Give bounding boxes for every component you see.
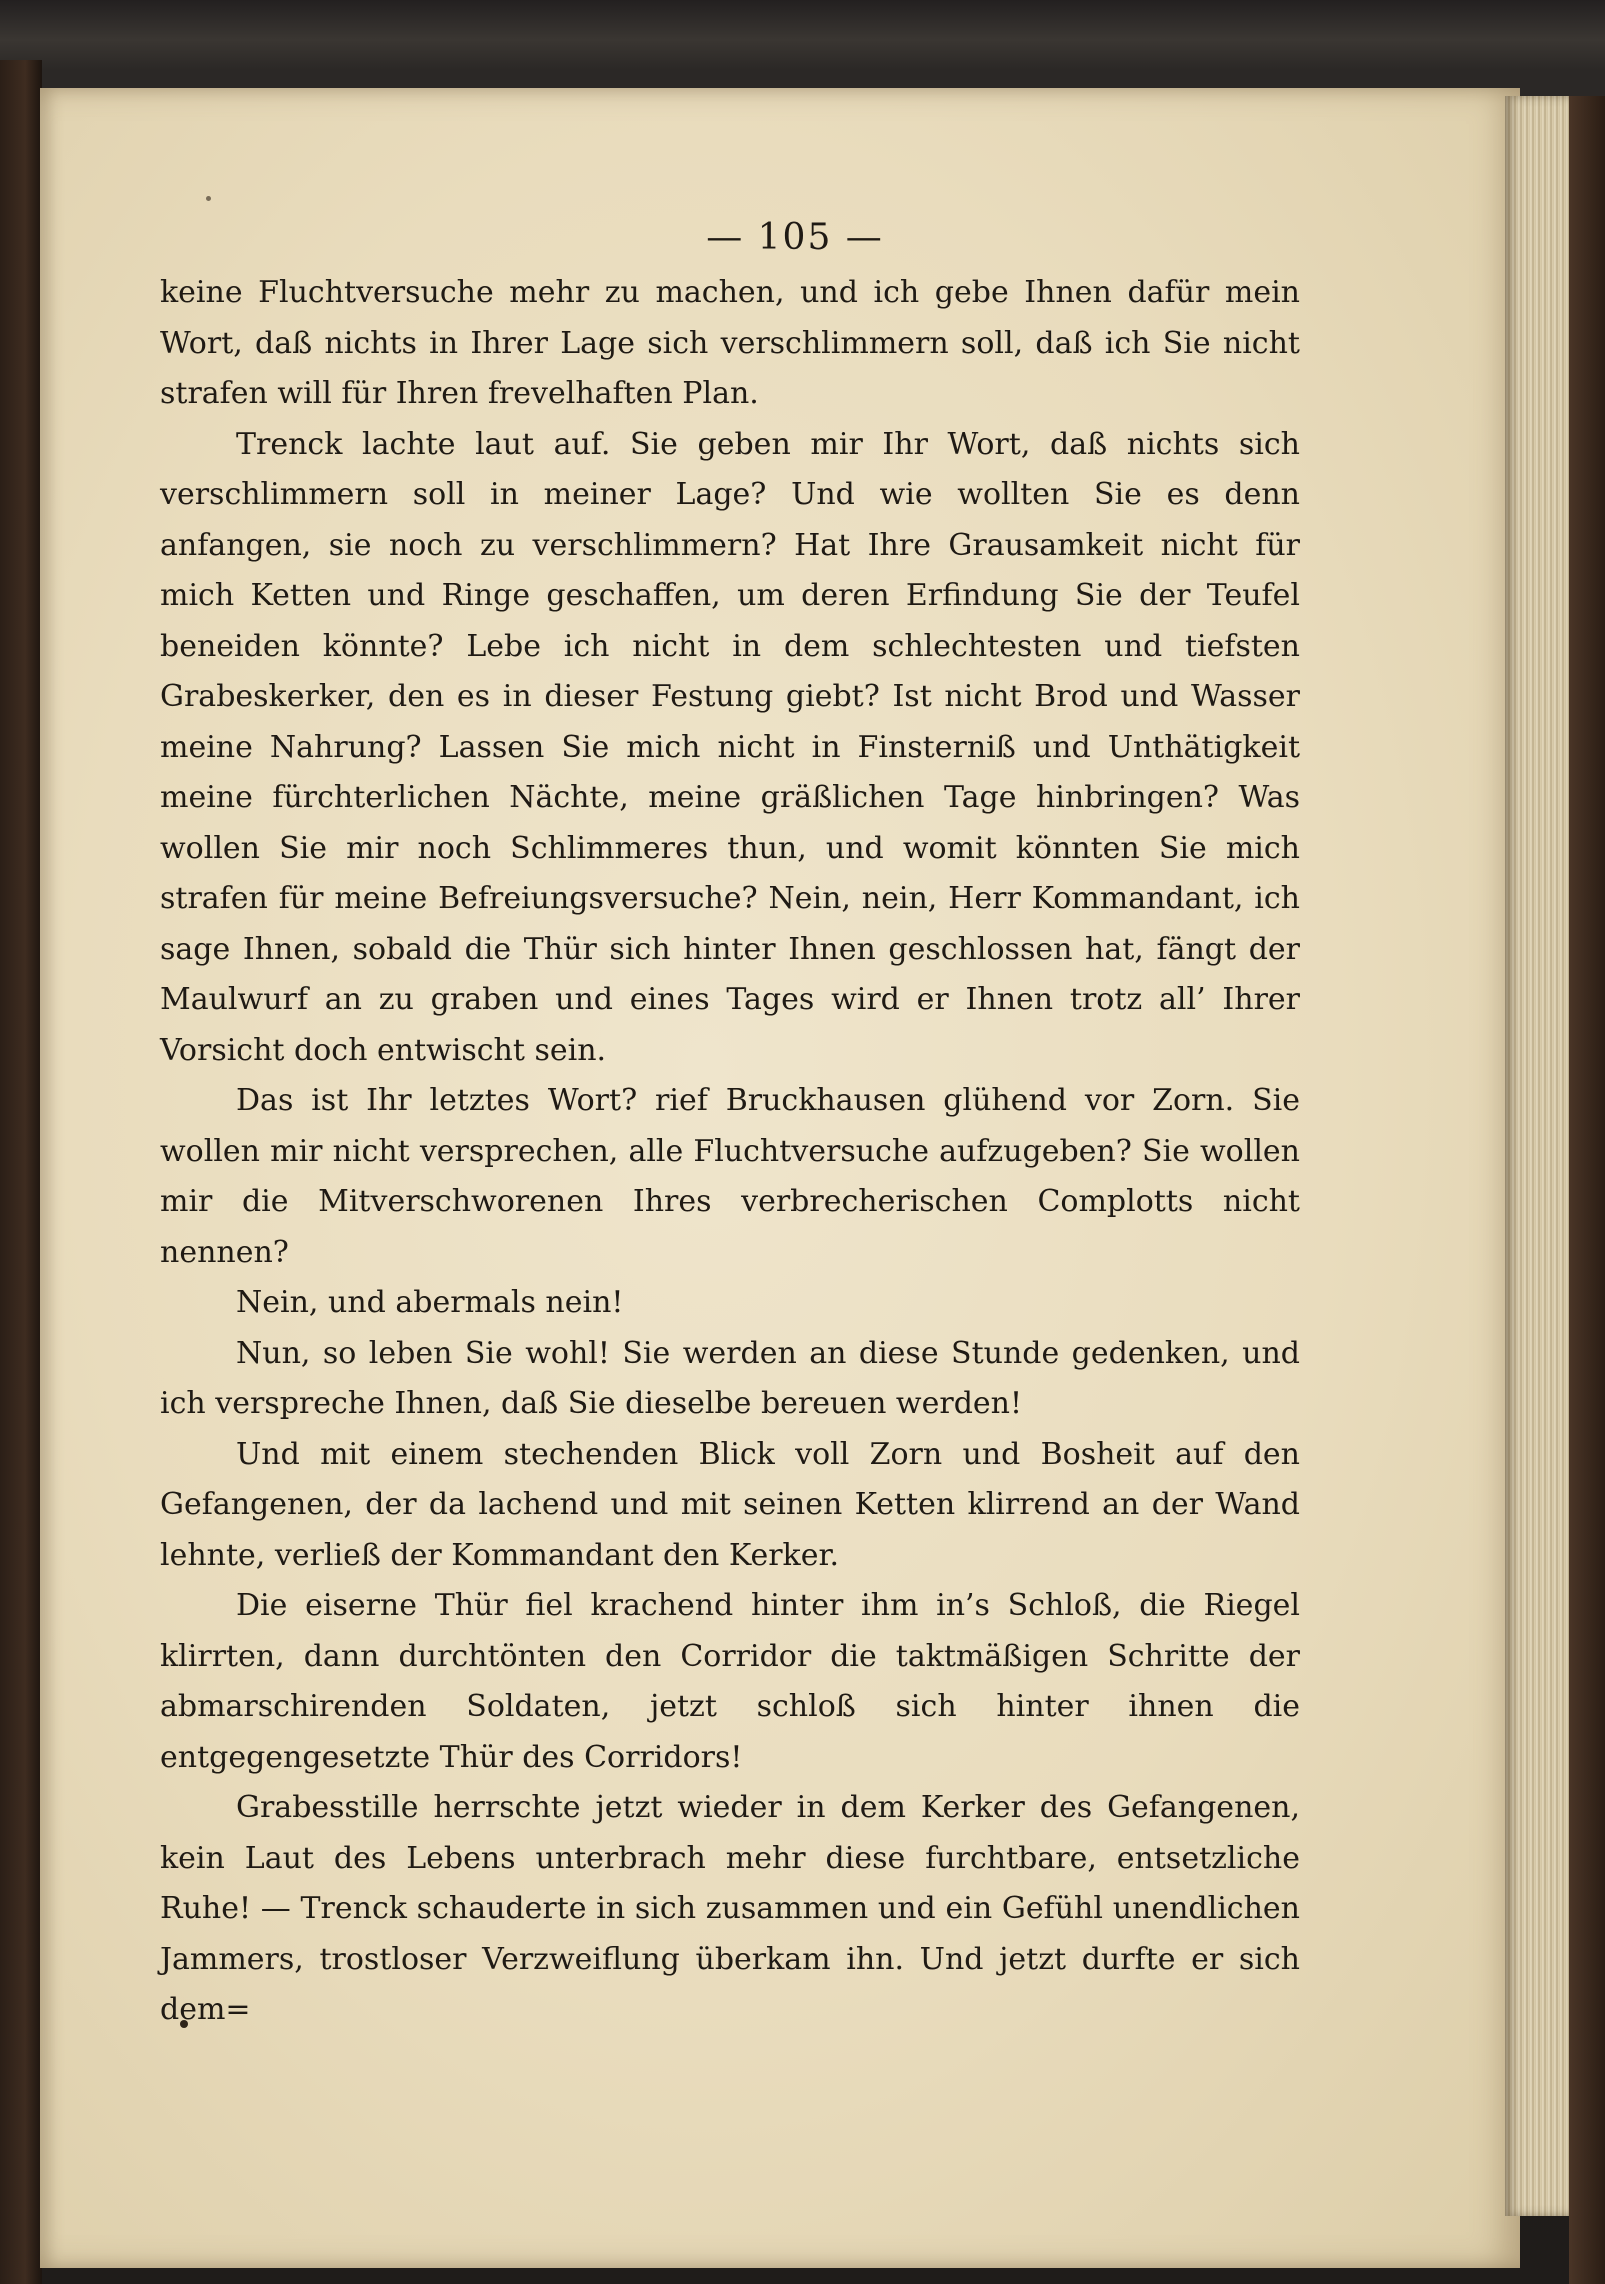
page-edges bbox=[1505, 96, 1569, 2216]
paragraph-4: Nein, und abermals nein! bbox=[236, 1285, 624, 1320]
ink-speck bbox=[206, 196, 211, 201]
paragraph-6: Und mit einem stechenden Blick voll Zorn und Bosheit auf den Gefangenen, der da lachend und mit seinen Ketten klirrend an der Wand lehnte, verließ der Kommandant den Kerker. bbox=[160, 1436, 1300, 1573]
left-binding-board bbox=[0, 60, 42, 2284]
paragraph-2: Trenck lachte laut auf. Sie geben mir Ihr Wort, daß nichts sich verschlimmern soll in meiner Lage? Und wie wollten Sie es denn anfangen, sie noch zu verschlimmern? Hat Ihre Grausamkeit nicht für mich Ketten und Ringe geschaffen, um deren Erfindung Sie der Teufel beneiden könnte? Lebe ich nicht in dem schlechtesten und tiefsten Grabeskerker, den es in dieser Festung giebt? Ist nicht Brod und Wasser meine Nahrung? Lassen Sie mich nicht in Finsterniß und Unthätigkeit meine fürchterlichen Nächte, meine gräßlichen Tage hinbringen? Was wollen Sie mir noch Schlimmeres thun, und womit könnten Sie mich strafen für meine Befreiungsversuche? Nein, nein, Herr Kommandant, ich sage Ihnen, sobald die Thür sich hinter Ihnen geschlossen hat, fängt der Maulwurf an zu graben und eines Tages wird er Ihnen trotz all’ Ihrer Vorsicht doch entwischt sein. bbox=[160, 426, 1300, 1068]
paragraph-3: Das ist Ihr letztes Wort? rief Bruckhausen glühend vor Zorn. Sie wollen mir nicht versprechen, alle Fluchtversuche aufzugeben? Sie wollen mir die Mitverschworenen Ihres verbrecherischen Complotts nicht nennen? bbox=[160, 1083, 1300, 1270]
paragraph-8: Grabesstille herrschte jetzt wieder in dem Kerker des Gefangenen, kein Laut des Lebens unterbrach mehr diese furchtbare, entsetzliche Ruhe! — Trenck schauderte in sich zusammen und ein Gefühl unendlichen Jammers, trostloser Verzweiflung überkam ihn. Und jetzt durfte er sich dem= bbox=[160, 1790, 1300, 2027]
paragraph-7: Die eiserne Thür fiel krachend hinter ihm in’s Schloß, die Riegel klirrten, dann durchtönten den Corridor die taktmäßigen Schritte der abmarschirenden Soldaten, jetzt schloß sich hinter ihnen die entgegengesetzte Thür des Corridors! bbox=[160, 1588, 1300, 1775]
paragraph-5: Nun, so leben Sie wohl! Sie werden an diese Stunde gedenken, und ich verspreche Ihnen, daß Sie dieselbe bereuen werden! bbox=[160, 1335, 1300, 1421]
page-number: — 105 — bbox=[706, 217, 884, 258]
paragraph-1: keine Fluchtversuche mehr zu machen, und ich gebe Ihnen dafür mein Wort, daß nichts in Ihrer Lage sich verschlimmern soll, daß ich Sie nicht strafen will für Ihren frevelhaften Plan. bbox=[160, 275, 1300, 411]
page-text bbox=[160, 208, 1300, 2036]
right-binding-board bbox=[1569, 96, 1605, 2284]
